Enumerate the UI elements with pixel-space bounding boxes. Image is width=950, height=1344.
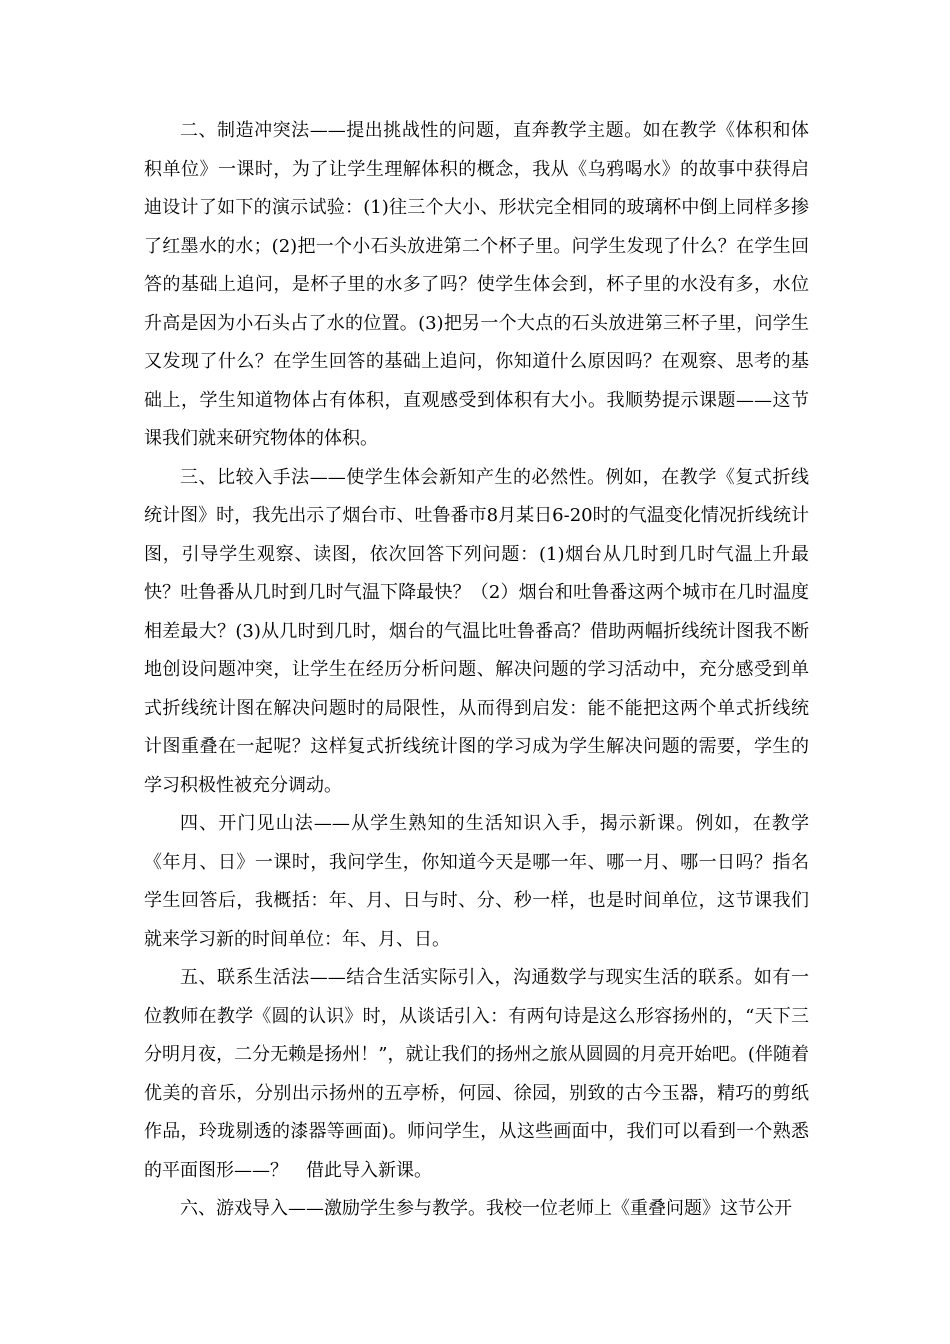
paragraph-direct-method: 四、开门见山法——从学生熟知的生活知识入手，揭示新课。例如，在教学《年月、日》一课时，我问学生，你知道今天是哪一年、哪一月、哪一日吗？指名学生回答后，我概括：年、月、日与时、分、秒一样，也是时间单位，这节课我们就来学习新的时间单位：年、月、日。 [144, 813, 809, 950]
document-page [144, 112, 809, 1229]
paragraph-game-introduction: 六、游戏导入——激励学生参与教学。我校一位老师上《重叠问题》这节公开 [180, 1198, 792, 1219]
paragraph-life-connection-method: 五、联系生活法——结合生活实际引入，沟通数学与现实生活的联系。如有一位教师在教学《圆的认识》时，从谈话引入：有两句诗是这么形容扬州的，“天下三分明月夜，二分无赖是扬州！”，就让我们的扬州之旅从圆圆的月亮开始吧。(伴随着优美的音乐，分别出示扬州的五亭桥，何园、徐园，别致的古今玉器，精巧的剪纸作品，玲珑剔透的漆器等画面)。师问学生，从这些画面中，我们可以看到一个熟悉的平面图形——？ 借此导入新课。 [144, 967, 809, 1181]
paragraph-comparison-method: 三、比较入手法——使学生体会新知产生的必然性。例如，在教学《复式折线统计图》时，我先出示了烟台市、吐鲁番市8月某日6-20时的气温变化情况折线统计图，引导学生观察、读图，依次回答下列问题：(1)烟台从几时到几时气温上升最快？吐鲁番从几时到几时气温下降最快？（2）烟台和吐鲁番这两个城市在几时温度相差最大？(3)从几时到几时，烟台的气温比吐鲁番高？借助两幅折线统计图我不断地创设问题冲突，让学生在经历分析问题、解决问题的学习活动中，充分感受到单式折线统计图在解决问题时的局限性，从而得到启发：能不能把这两个单式折线统计图重叠在一起呢？这样复式折线统计图的学习成为学生解决问题的需要，学生的学习积极性被充分调动。 [144, 466, 809, 796]
paragraph-conflict-method: 二、制造冲突法——提出挑战性的问题，直奔教学主题。如在教学《体积和体积单位》一课时，为了让学生理解体积的概念，我从《乌鸦喝水》的故事中获得启迪设计了如下的演示试验：(1)往三个大小、形状完全相同的玻璃杯中倒上同样多掺了红墨水的水；(2)把一个小石头放进第二个杯子里。问学生发现了什么？在学生回答的基础上追问，是杯子里的水多了吗？使学生体会到，杯子里的水没有多，水位升高是因为小石头占了水的位置。(3)把另一个大点的石头放进第三杯子里，问学生又发现了什么？在学生回答的基础上追问，你知道什么原因吗？在观察、思考的基础上，学生知道物体占有体积，直观感受到体积有大小。我顺势提示课题——这节课我们就来研究物体的体积。 [144, 120, 809, 449]
